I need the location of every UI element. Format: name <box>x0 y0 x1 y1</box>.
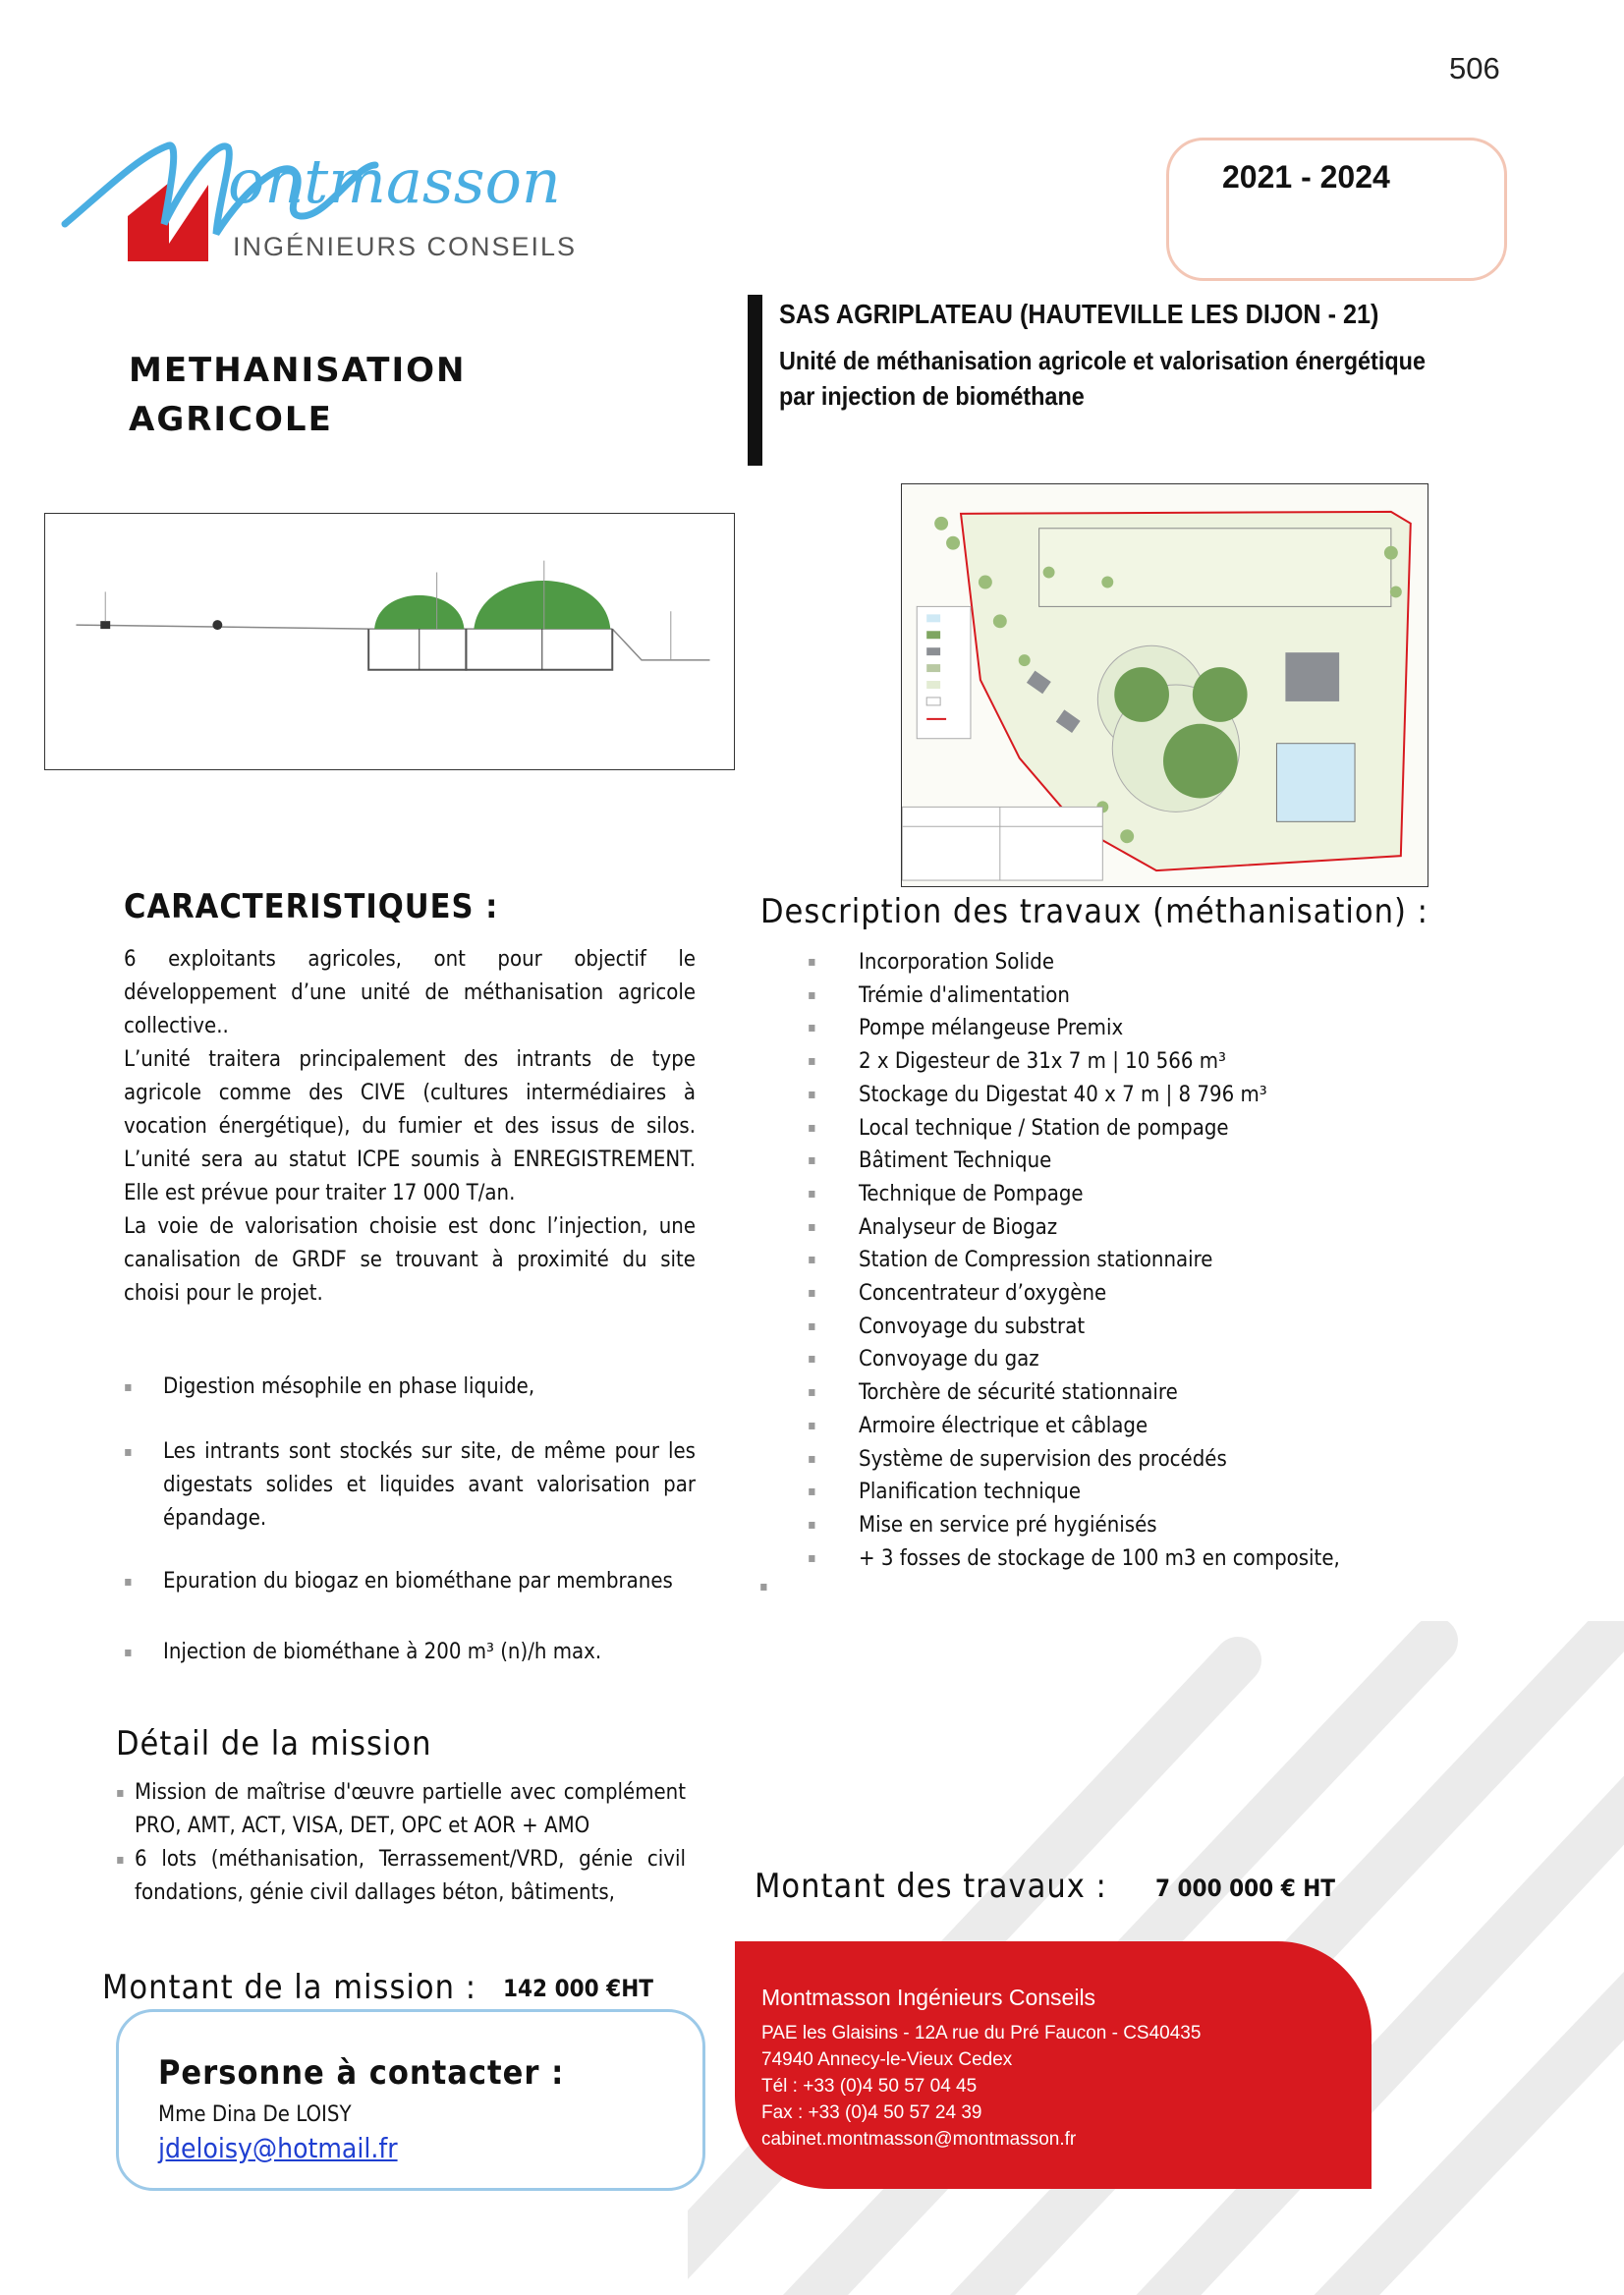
works-item: ▪ Bâtiment Technique <box>808 1145 1574 1178</box>
company-phone: Tél : +33 (0)4 50 57 04 45 <box>761 2076 978 2097</box>
characteristics-bullet: ▪ Les intrants sont stockés sur site, de même pour les digestats solides et liquides avant valorisation par épandage. <box>124 1435 696 1536</box>
characteristics-bullet: ▪ Epuration du biogaz en biométhane par membranes <box>124 1565 696 1598</box>
works-item: ▪ Analyseur de Biogaz <box>808 1211 1574 1245</box>
mission-heading: Détail de la mission <box>116 1724 432 1763</box>
contact-heading: Personne à contacter : <box>158 2053 565 2093</box>
works-item: ▪ Incorporation Solide <box>808 946 1574 980</box>
works-item: ▪ Convoyage du substrat <box>808 1311 1574 1344</box>
mission-item: ▪ Mission de maîtrise d'œuvre partielle avec complément PRO, AMT, ACT, VISA, DET, OPC et AOR + AMO <box>116 1776 686 1843</box>
characteristics-text <box>124 943 696 1311</box>
project-subtitle <box>779 343 1504 414</box>
section-drawing <box>44 513 735 770</box>
characteristics-bullets <box>124 1371 696 1669</box>
company-email[interactable]: cabinet.montmasson@montmasson.fr <box>761 2129 1077 2150</box>
mission-list <box>116 1776 686 1910</box>
project-subtitle-line: par injection de biométhane <box>779 381 1085 411</box>
company-fax: Fax : +33 (0)4 50 57 24 39 <box>761 2102 982 2123</box>
works-item: ▪ Stockage du Digestat 40 x 7 m | 8 796 m³ <box>808 1079 1574 1112</box>
works-item: ▪ Concentrateur d’oxygène <box>808 1277 1574 1311</box>
works-amount-value: 7 000 000 € HT <box>1155 1875 1336 1902</box>
domain-title-line: AGRICOLE <box>129 400 333 439</box>
logo-tagline: INGÉNIEURS CONSEILS <box>233 232 578 261</box>
works-item: ▪ Trémie d'alimentation <box>808 980 1574 1013</box>
works-item: ▪ Torchère de sécurité stationnaire <box>808 1376 1574 1410</box>
mission-item: ▪ 6 lots (méthanisation, Terrassement/VRD, génie civil fondations, génie civil dallages béton, bâtiments, <box>116 1843 686 1910</box>
project-title: SAS AGRIPLATEAU (HAUTEVILLE LES DIJON - 21) <box>779 299 1379 329</box>
characteristics-bullet: ▪ Digestion mésophile en phase liquide, <box>124 1371 696 1404</box>
mission-amount-label: Montant de la mission : <box>102 1968 477 2007</box>
works-item: ▪ Armoire électrique et câblage <box>808 1410 1574 1443</box>
characteristics-paragraph: L’unité traitera principalement des intrants de type agricole comme des CIVE (cultures intermédiaires à vocation énergétique), du fumier et des issus de silos. L’unité sera au statut ICPE soumis à ENREGISTREMENT. Elle est prévue pour traiter 17 000 T/an. <box>124 1047 696 1205</box>
company-address-line: 74940 Annecy-le-Vieux Cedex <box>761 2049 1013 2070</box>
works-item: ▪ Mise en service pré hygiénisés <box>808 1509 1574 1542</box>
works-item: ▪ Pompe mélangeuse Premix <box>808 1012 1574 1045</box>
site-plan <box>901 483 1428 887</box>
montmasson-logo <box>61 126 670 273</box>
project-years: 2021 - 2024 <box>1222 159 1390 195</box>
works-item: ▪ Technique de Pompage <box>808 1178 1574 1211</box>
works-item: ▪ Système de supervision des procédés <box>808 1443 1574 1477</box>
mission-amount-value: 142 000 €HT <box>503 1975 653 2002</box>
company-address-line: PAE les Glaisins - 12A rue du Pré Faucon - CS40435 <box>761 2023 1202 2043</box>
works-item: ▪ Convoyage du gaz <box>808 1343 1574 1376</box>
page-number: 506 <box>1449 51 1500 85</box>
company-name: Montmasson Ingénieurs Conseils <box>761 1985 1096 2010</box>
works-item: ▪ 2 x Digesteur de 31x 7 m | 10 566 m³ <box>808 1045 1574 1079</box>
domain-title <box>129 346 467 444</box>
empty-bullet: ▪ <box>759 1579 768 1595</box>
svg-text:ontmasson: ontmasson <box>228 145 561 217</box>
contact-name: Mme Dina De LOISY <box>158 2102 352 2127</box>
works-list <box>808 946 1574 1575</box>
project-subtitle-line: Unité de méthanisation agricole et valorisation énergétique <box>779 346 1426 375</box>
company-address <box>761 2020 1201 2153</box>
title-accent-bar <box>748 295 762 466</box>
works-item: ▪ + 3 fosses de stockage de 100 m3 en composite, <box>808 1542 1574 1576</box>
works-item: ▪ Local technique / Station de pompage <box>808 1112 1574 1146</box>
works-amount-label: Montant des travaux : <box>755 1867 1107 1906</box>
characteristics-bullet: ▪ Injection de biométhane à 200 m³ (n)/h max. <box>124 1636 696 1669</box>
contact-email-link[interactable]: jdeloisy@hotmail.fr <box>158 2132 398 2164</box>
characteristics-paragraph: 6 exploitants agricoles, ont pour objectif le développement d’une unité de méthanisation agricole collective.. <box>124 947 696 1038</box>
domain-title-line: METHANISATION <box>129 351 467 390</box>
characteristics-paragraph: La voie de valorisation choisie est donc l’injection, une canalisation de GRDF se trouvant à proximité du site choisi pour le projet. <box>124 1214 696 1306</box>
works-heading: Description des travaux (méthanisation) : <box>760 892 1428 931</box>
characteristics-heading: CARACTERISTIQUES : <box>124 887 499 926</box>
works-item: ▪ Station de Compression stationnaire <box>808 1244 1574 1277</box>
works-item: ▪ Planification technique <box>808 1476 1574 1509</box>
